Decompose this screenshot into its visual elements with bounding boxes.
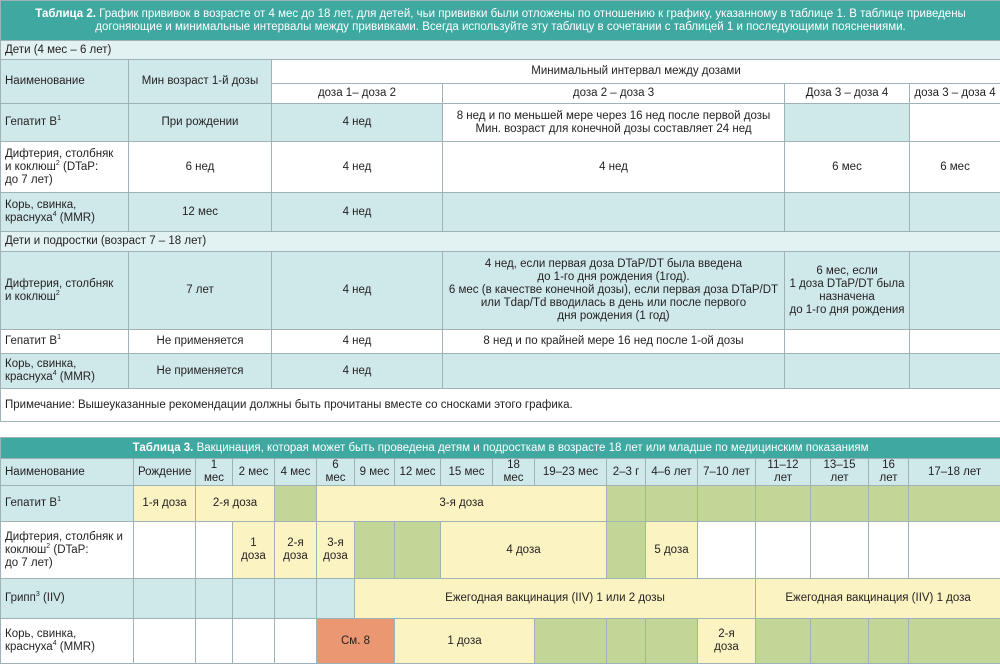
cell-d12: 4 нед (272, 142, 443, 193)
table-row (1, 252, 1000, 330)
cell-empty (811, 522, 869, 579)
table-row (1, 142, 1000, 193)
cell-text: и коклюш (5, 160, 56, 173)
cell-green (811, 486, 869, 522)
table-row (1, 579, 1000, 619)
cell-line: доза (283, 550, 308, 562)
footnote-mark: 2 (55, 159, 60, 167)
header-min-interval: Минимальный интервал между дозами (272, 60, 1000, 84)
table-row (1, 486, 1000, 522)
row-name-dtap (1, 522, 134, 579)
cell-d12: 4 нед (272, 252, 443, 330)
table-row (1, 104, 1000, 142)
cell-line (5, 544, 129, 557)
header-age: 13–15 лет (811, 459, 869, 486)
cell-empty (134, 619, 196, 664)
row-name-text: Гепатит В (5, 335, 58, 347)
cell-empty (134, 579, 196, 619)
cell-line: доза (714, 641, 739, 653)
footnote-mark: 4 (52, 370, 57, 378)
cell-empty (275, 579, 317, 619)
cell-green (756, 619, 811, 664)
header-age: 1 мес (196, 459, 233, 486)
cell-annual-vaccination-teen: Ежегодная вакцинация (IIV) 1 доза (756, 579, 1000, 619)
cell-see-note: См. 8 (317, 619, 395, 664)
cell-line (5, 161, 124, 174)
cell-line: до 1-го дня рождения (789, 303, 905, 316)
cell-green (869, 486, 909, 522)
cell-line: или Tdap/Td вводилась в день или после первого (480, 297, 747, 309)
cell-line (5, 641, 129, 654)
cell-d45: 6 мес (910, 142, 1000, 193)
header-age: 12 мес (395, 459, 441, 486)
row-name-dtap-teen (1, 252, 129, 330)
header-age: 15 мес (441, 459, 493, 486)
table-row (1, 193, 1000, 232)
header-name: Наименование (1, 459, 134, 486)
cell-green (607, 486, 646, 522)
row-name-text: (IIV) (39, 592, 65, 604)
cell-line: Дифтерия, столбняк (5, 147, 114, 160)
cell-line (5, 291, 124, 304)
row-name-mmr (1, 619, 134, 664)
cell-d34 (785, 104, 910, 142)
cell-text: (MMR) (56, 641, 95, 653)
cell-empty (233, 579, 275, 619)
row-name-text: Гепатит В (5, 497, 58, 509)
table-row (1, 354, 1000, 389)
cell-green (756, 486, 811, 522)
cell-d23 (443, 252, 785, 330)
cell-line: 6 мес, если (816, 264, 878, 277)
cell-text: (MMR) (56, 212, 95, 224)
header-dose2-dose3: доза 2 – доза 3 (443, 84, 785, 104)
cell-empty (196, 579, 233, 619)
header-age: 4 мес (275, 459, 317, 486)
cell-d23 (443, 354, 785, 389)
cell-green (607, 619, 646, 664)
table-2-title-text: График прививок в возрасте от 4 мес до 18 лет, для детей, чьи прививки были отложены по отношению к графику, указанному в таблице 1. В таблице приведены догоняющие и минимальные интервалы между прививками. Всегда используйте эту таблицу в сочетании с таблицей 1 и последующими пояснениями. (95, 7, 966, 33)
footnote-mark: 3 (35, 591, 40, 599)
table-row (1, 619, 1000, 664)
cell-d45 (910, 354, 1000, 389)
cell-green (811, 619, 869, 664)
table-2-title-label: Таблица 2. (35, 7, 96, 20)
row-name-mmr-teen (1, 354, 129, 389)
cell-d34 (785, 252, 910, 330)
cell-empty (756, 522, 811, 579)
cell-empty (134, 522, 196, 579)
cell-d23 (443, 193, 785, 232)
footnote-mark: 4 (52, 640, 57, 648)
header-age: 7–10 лет (698, 459, 756, 486)
table-separator (0, 422, 1000, 437)
table-row (1, 522, 1000, 579)
cell-annual-vaccination: Ежегодная вакцинация (IIV) 1 или 2 дозы (355, 579, 756, 619)
cell-dose-3: 3-я доза (317, 486, 607, 522)
cell-line: до 7 лет) (5, 556, 53, 569)
footnote-mark: 4 (52, 211, 57, 219)
cell-d12: 4 нед (272, 330, 443, 354)
cell-dose-4: 4 доза (441, 522, 607, 579)
cell-line: 2-я (718, 628, 735, 640)
header-age: 17–18 лет (909, 459, 1000, 486)
cell-dose-5: 5 доза (646, 522, 698, 579)
cell-green (275, 486, 317, 522)
header-dose3-dose4: Доза 3 – доза 4 (785, 84, 910, 104)
cell-dose-1: 1 доза (233, 522, 275, 579)
cell-text: коклюш (5, 543, 47, 556)
row-name-flu (1, 579, 134, 619)
table-3-title-text: Вакцинация, которая может быть проведена детям и подросткам в возрасте 18 лет или младше по медицинским показаниям (193, 441, 869, 454)
section-children-7-18y: Дети и подростки (возраст 7 – 18 лет) (1, 232, 1000, 252)
cell-d12: 4 нед (272, 104, 443, 142)
cell-green (646, 619, 698, 664)
cell-line: Мин. возраст для конечной дозы составляет 24 нед (475, 122, 752, 135)
cell-text: (MMR) (56, 371, 95, 383)
cell-empty (196, 522, 233, 579)
cell-min-age: Не применяется (129, 330, 272, 354)
header-age: 11–12 лет (756, 459, 811, 486)
cell-line: 1 доза DTaP/DT была (789, 277, 905, 290)
cell-green (698, 486, 756, 522)
table-3-title (1, 438, 1000, 459)
cell-empty (196, 619, 233, 664)
header-age: 2 мес (233, 459, 275, 486)
header-dose1-dose2: доза 1– доза 2 (272, 84, 443, 104)
cell-line: до 7 лет) (5, 173, 53, 186)
table-row (1, 330, 1000, 354)
cell-d45 (910, 193, 1000, 232)
cell-green (909, 619, 1000, 664)
cell-d23 (443, 104, 785, 142)
cell-text: краснуха (5, 212, 53, 224)
footnote-mark: 1 (57, 496, 61, 504)
cell-empty (317, 579, 355, 619)
cell-green (395, 522, 441, 579)
cell-line: Корь, свинка, (5, 358, 77, 370)
header-dose3-dose4-b: доза 3 – доза 4 (910, 84, 1000, 104)
cell-min-age: Не применяется (129, 354, 272, 389)
header-name: Наименование (1, 60, 129, 104)
cell-d34 (785, 330, 910, 354)
cell-min-age: 12 мес (129, 193, 272, 232)
cell-d23: 4 нед (443, 142, 785, 193)
cell-green (535, 619, 607, 664)
row-name-mmr (1, 193, 129, 232)
cell-d34 (785, 193, 910, 232)
header-age: 6 мес (317, 459, 355, 486)
cell-text: (DTaP: (50, 543, 89, 556)
cell-text: краснуха (5, 371, 53, 383)
cell-line: 3-я (327, 537, 344, 549)
cell-d45 (910, 252, 1000, 330)
cell-empty (698, 522, 756, 579)
cell-green (607, 522, 646, 579)
cell-empty (275, 619, 317, 664)
footnote-mark: 2 (46, 542, 51, 550)
cell-min-age: 7 лет (129, 252, 272, 330)
header-age: 9 мес (355, 459, 395, 486)
cell-dose-2: 2-я доза (196, 486, 275, 522)
cell-dose-2 (275, 522, 317, 579)
row-name-hepb (1, 486, 134, 522)
cell-text: краснуха (5, 641, 53, 653)
cell-d34: 6 мес (785, 142, 910, 193)
cell-line: Дифтерия, столбняк и (5, 530, 123, 543)
header-age: 4–6 лет (646, 459, 698, 486)
header-age: Рождение (134, 459, 196, 486)
row-name-hepb-teen (1, 330, 129, 354)
cell-line: доза (323, 550, 348, 562)
cell-dose-3 (317, 522, 355, 579)
table-2-note: Примечание: Вышеуказанные рекомендации должны быть прочитаны вместе со сносками этого графика. (1, 389, 1000, 422)
cell-line: Корь, свинка, (5, 199, 77, 211)
footnote-mark: 1 (57, 334, 61, 342)
header-age: 2–3 г (607, 459, 646, 486)
cell-d23: 8 нед и по крайней мере 16 нед после 1-ой дозы (443, 330, 785, 354)
cell-green (869, 619, 909, 664)
table-3 (0, 437, 1000, 664)
table-2-title (1, 1, 1000, 41)
cell-line: 2-я (287, 537, 304, 549)
cell-line: назначена (819, 290, 875, 303)
cell-line: Корь, свинка, (5, 628, 77, 640)
cell-d45 (910, 104, 1000, 142)
cell-d45 (910, 330, 1000, 354)
footnote-mark: 2 (55, 289, 60, 297)
cell-d12: 4 нед (272, 193, 443, 232)
cell-line: до 1-го дня рождения (1год). (537, 271, 690, 283)
cell-text: и коклюш (5, 290, 56, 303)
row-name-text: Гепатит В (5, 116, 58, 128)
table-3-header-row (1, 459, 1000, 486)
header-age: 18 мес (493, 459, 535, 486)
cell-green (355, 522, 395, 579)
cell-line: 6 мес (в качестве конечной дозы), если первая доза DTaP/DT (448, 284, 779, 296)
header-min-age: Мин возраст 1-й дозы (129, 60, 272, 104)
row-name-dtap (1, 142, 129, 193)
cell-dose-1: 1-я доза (134, 486, 196, 522)
cell-line: 4 нед, если первая доза DTaP/DT была введена (484, 258, 743, 270)
row-name-hepb (1, 104, 129, 142)
footnote-mark: 1 (57, 115, 61, 123)
cell-min-age: 6 нед (129, 142, 272, 193)
cell-line: дня рождения (1 год) (557, 310, 670, 322)
cell-green (646, 486, 698, 522)
cell-green (909, 486, 1000, 522)
cell-d12: 4 нед (272, 354, 443, 389)
row-name-text: Грипп (5, 592, 36, 604)
cell-text: (DTaP: (59, 160, 99, 173)
header-age: 19–23 мес (535, 459, 607, 486)
cell-line: Дифтерия, столбняк (5, 277, 114, 290)
cell-line (5, 212, 124, 225)
cell-dose-1: 1 доза (395, 619, 535, 664)
cell-empty (909, 522, 1000, 579)
cell-line: 8 нед и по меньшей мере через 16 нед после первой дозы (456, 109, 771, 122)
cell-d34 (785, 354, 910, 389)
cell-empty (233, 619, 275, 664)
cell-dose-2 (698, 619, 756, 664)
cell-min-age: При рождении (129, 104, 272, 142)
section-children-4m-6y: Дети (4 мес – 6 лет) (1, 41, 1000, 60)
table-3-title-label: Таблица 3. (132, 441, 194, 454)
cell-line (5, 371, 124, 384)
cell-empty (869, 522, 909, 579)
header-age: 16 лет (869, 459, 909, 486)
